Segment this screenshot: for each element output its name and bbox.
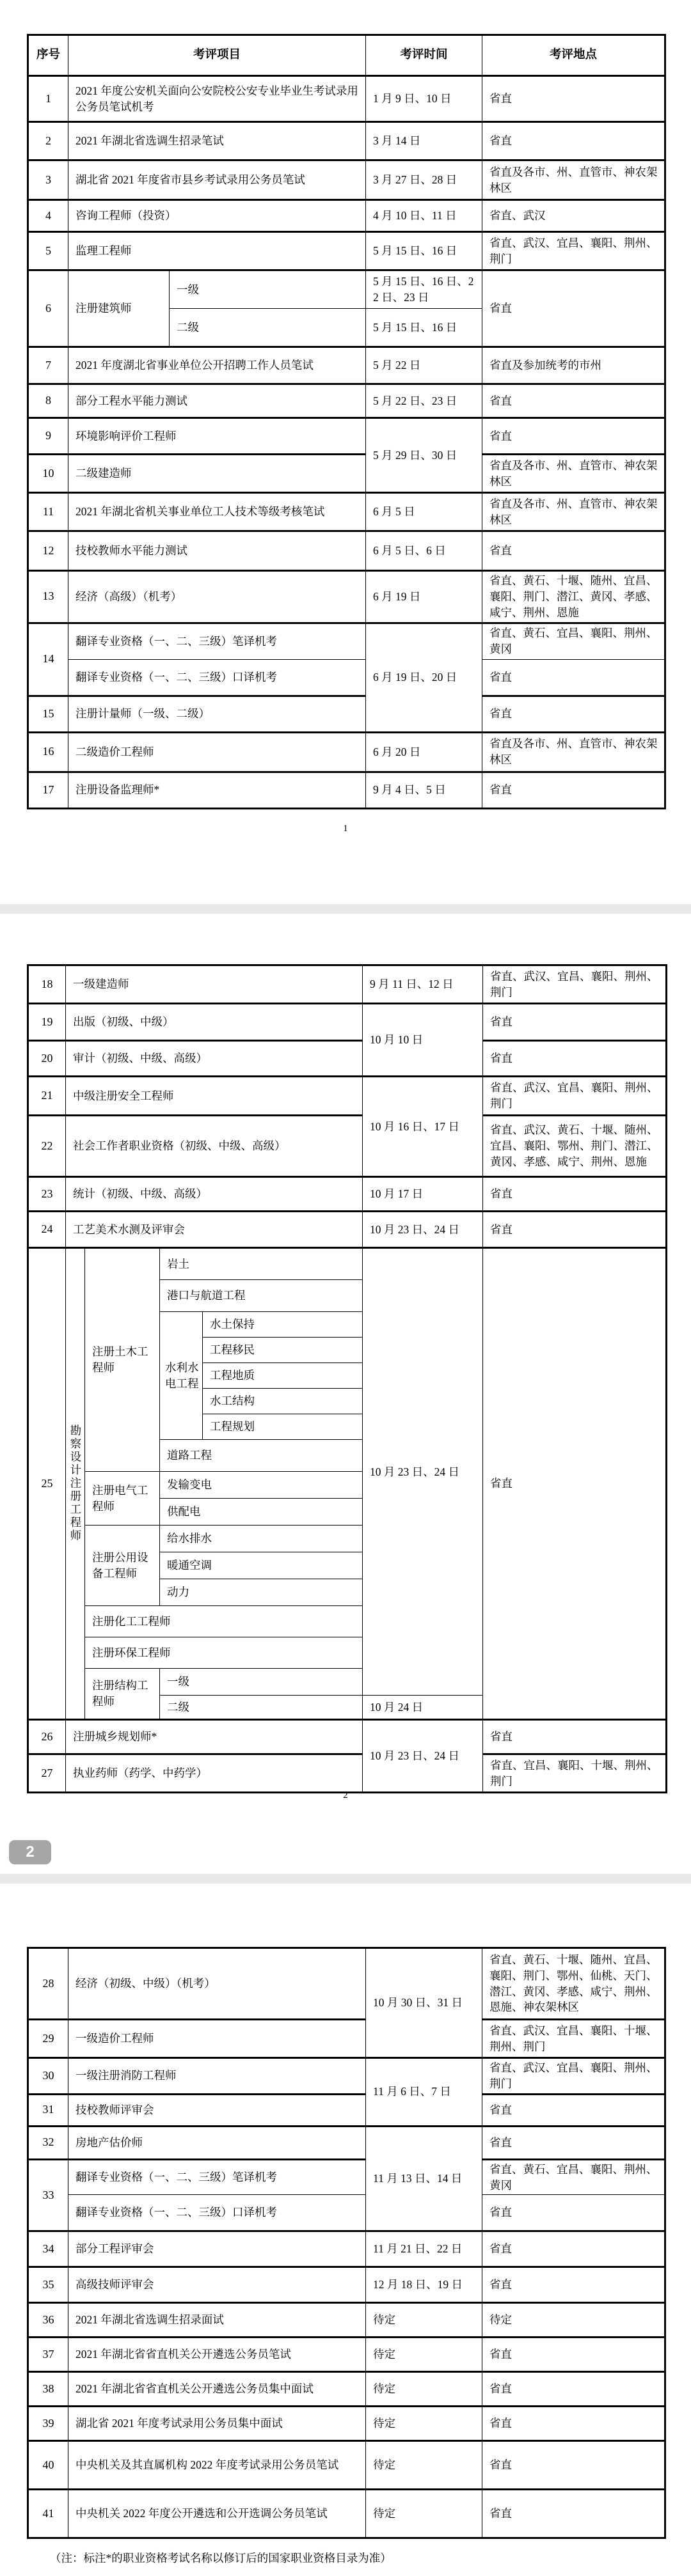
table-cell: 12 月 18 日、19 日 <box>366 2267 482 2303</box>
table-row <box>28 2490 665 2538</box>
table-row <box>28 1248 667 1280</box>
table-cell: 39 <box>28 2407 68 2441</box>
table-cell: 15 <box>28 696 68 732</box>
table-cell: 36 <box>28 2303 68 2338</box>
table-cell: 11 月 21 日、22 日 <box>366 2231 482 2267</box>
table-row <box>28 2267 665 2303</box>
table-cell: 1 <box>28 76 68 122</box>
table-row <box>28 2159 665 2195</box>
table-cell: 省直 <box>482 2407 665 2441</box>
table-cell: 13 <box>28 571 68 623</box>
table-cell: 工程规划 <box>203 1414 363 1440</box>
table-cell: 10 月 23 日、24 日 <box>363 1248 483 1696</box>
table-row <box>28 1177 667 1212</box>
table-cell: 11 <box>28 493 68 531</box>
table-cell: 37 <box>28 2338 68 2372</box>
table-cell: 注册电气工程师 <box>85 1472 160 1526</box>
page-number-2: 2 <box>343 1790 348 1800</box>
table-cell: 2 <box>28 122 68 160</box>
table-cell: 省直、武汉、宜昌、襄阳、荆州、荆门 <box>482 232 665 270</box>
table-row <box>28 384 665 418</box>
table-cell: 中央机关 2022 年度公开遴选和公开选调公务员笔试 <box>68 2490 366 2538</box>
column-header-seq: 序号 <box>28 35 68 76</box>
table-cell: 省直及各市、州、直管市、神农架林区 <box>482 455 665 493</box>
table-cell: 3 月 14 日 <box>366 122 482 160</box>
table-cell: 省直 <box>483 1004 667 1041</box>
table-cell: 暖通空调 <box>160 1552 363 1579</box>
table-cell: 待定 <box>366 2372 482 2407</box>
table-cell: 翻译专业资格（一、二、三级）笔译机考 <box>68 623 366 659</box>
table-row <box>28 1720 667 1754</box>
table-cell: 环境影响评价工程师 <box>68 418 366 455</box>
table-cell: 水工结构 <box>203 1389 363 1414</box>
table-cell: 2021 年湖北省省直机关公开遴选公务员笔试 <box>68 2338 366 2372</box>
table-row <box>28 418 665 455</box>
table-cell: 二级造价工程师 <box>68 732 366 772</box>
table-cell: 待定 <box>366 2407 482 2441</box>
table-cell: 省直 <box>482 270 665 347</box>
table-cell: 24 <box>28 1212 66 1248</box>
table-cell: 二级建造师 <box>68 455 366 493</box>
table-cell: 10 月 23 日、24 日 <box>363 1720 483 1793</box>
table-cell: 省直 <box>482 76 665 122</box>
table-cell: 道路工程 <box>160 1440 363 1472</box>
table-row <box>28 732 665 772</box>
table-cell: 1 月 9 日、10 日 <box>366 76 482 122</box>
table-cell: 38 <box>28 2372 68 2407</box>
table-cell: 港口与航道工程 <box>160 1280 363 1312</box>
table-cell: 待定 <box>366 2441 482 2490</box>
table-cell: 12 <box>28 531 68 571</box>
table-cell: 省直 <box>482 384 665 418</box>
table-cell: 2021 年湖北省选调生招录笔试 <box>68 122 366 160</box>
table-cell: 3 <box>28 160 68 200</box>
table-cell: 监理工程师 <box>68 232 366 270</box>
table-cell: 待定 <box>366 2338 482 2372</box>
table-cell: 省直 <box>482 531 665 571</box>
table-cell: 22 <box>28 1116 66 1177</box>
table-row <box>28 455 665 493</box>
table-cell: 注册设备监理师* <box>68 772 366 808</box>
table-cell: 25 <box>28 1248 66 1720</box>
table-row <box>28 2058 665 2095</box>
table-cell: 10 月 23 日、24 日 <box>363 1212 483 1248</box>
table-cell: 省直及各市、州、直管市、神农架林区 <box>482 732 665 772</box>
table-cell: 4 月 10 日、11 日 <box>366 200 482 232</box>
table-cell: 省直 <box>482 2267 665 2303</box>
table-cell: 省直 <box>482 418 665 455</box>
table-cell: 省直及各市、州、直管市、神农架林区 <box>482 493 665 531</box>
table-cell: 省直 <box>483 1041 667 1077</box>
table-cell: 省直 <box>482 2195 665 2231</box>
table-cell: 5 月 15 日、16 日 <box>366 309 482 347</box>
table-row <box>28 1754 667 1793</box>
table-cell: 部分工程评审会 <box>68 2231 366 2267</box>
table-cell: 省直、武汉、宜昌、襄阳、荆州、荆门 <box>483 965 667 1004</box>
table-cell: 待定 <box>366 2490 482 2538</box>
table-cell: 10 月 16 日、17 日 <box>363 1077 483 1177</box>
table-cell: 部分工程水平能力测试 <box>68 384 366 418</box>
table-cell: 省直及各市、州、直管市、神农架林区 <box>482 160 665 200</box>
table-row <box>28 659 665 696</box>
table-cell: 6 月 19 日、20 日 <box>366 623 482 732</box>
table-cell: 3 月 27 日、28 日 <box>366 160 482 200</box>
table-cell: 省直、黄石、十堰、随州、宜昌、襄阳、荆门、鄂州、仙桃、天门、潜江、黄冈、孝感、咸宁、荆州、恩施、神农架林区 <box>482 1948 665 2020</box>
table-row <box>28 696 665 732</box>
table-cell: 6 <box>28 270 68 347</box>
column-header-time: 考评时间 <box>366 35 482 76</box>
table-cell: 8 <box>28 384 68 418</box>
table-cell: 16 <box>28 732 68 772</box>
table-cell: 水土保持 <box>203 1312 363 1338</box>
table-row <box>28 2338 665 2372</box>
table-cell: 2021 年湖北省选调生招录面试 <box>68 2303 366 2338</box>
table-row <box>28 2020 665 2058</box>
table-row <box>28 1948 665 2020</box>
table-cell: 省直 <box>482 659 665 696</box>
table-row <box>28 35 665 76</box>
table-cell: 6 月 5 日 <box>366 493 482 531</box>
footnote: （注：标注*的职业资格考试名称以修订后的国家职业资格目录为准） <box>50 2552 392 2564</box>
table-cell: 省直 <box>482 772 665 808</box>
table-cell: 2021 年湖北省机关事业单位工人技术等级考核笔试 <box>68 493 366 531</box>
table-cell: 5 月 29 日、30 日 <box>366 418 482 493</box>
table-cell: 省直 <box>482 2126 665 2159</box>
table-cell: 省直 <box>482 2490 665 2538</box>
table-cell: 33 <box>28 2159 68 2231</box>
table-row <box>28 1116 667 1177</box>
table-cell: 省直、宜昌、襄阳、十堰、荆州、荆门 <box>483 1754 667 1793</box>
exam-schedule-table-page-2 <box>27 964 667 1793</box>
table-cell: 9 <box>28 418 68 455</box>
table-cell: 注册建筑师 <box>68 270 170 347</box>
table-cell: 翻译专业资格（一、二、三级）笔译机考 <box>68 2159 366 2195</box>
page-separator-2 <box>0 1874 691 1884</box>
table-cell: 经济（高级）（机考） <box>68 571 366 623</box>
table-cell: 审计（初级、中级、高级） <box>66 1041 363 1077</box>
table-cell: 一级 <box>160 1669 363 1696</box>
table-cell: 一级注册消防工程师 <box>68 2058 366 2095</box>
table-cell: 35 <box>28 2267 68 2303</box>
table-cell: 31 <box>28 2094 68 2126</box>
table-cell: 发输变电 <box>160 1472 363 1499</box>
page-3 <box>27 1947 666 2539</box>
table-cell: 注册城乡规划师* <box>66 1720 363 1754</box>
table-cell: 省直 <box>483 1720 667 1754</box>
table-row <box>28 347 665 384</box>
table-cell: 11 月 13 日、14 日 <box>366 2126 482 2231</box>
table-cell: 5 月 22 日、23 日 <box>366 384 482 418</box>
table-cell: 6 月 19 日 <box>366 571 482 623</box>
table-cell: 省直、武汉、宜昌、襄阳、荆州、荆门 <box>482 2058 665 2095</box>
table-cell: 给水排水 <box>160 1526 363 1552</box>
table-cell: 28 <box>28 1948 68 2020</box>
table-cell: 社会工作者职业资格（初级、中级、高级） <box>66 1116 363 1177</box>
table-cell: 房地产估价师 <box>68 2126 366 2159</box>
table-cell: 11 月 6 日、7 日 <box>366 2058 482 2127</box>
table-cell: 注册化工工程师 <box>85 1606 363 1637</box>
table-cell: 省直 <box>482 122 665 160</box>
page-number-1: 1 <box>343 824 348 834</box>
table-cell: 中级注册安全工程师 <box>66 1077 363 1116</box>
table-cell: 二级 <box>160 1696 363 1720</box>
table-row <box>28 2372 665 2407</box>
table-cell: 动力 <box>160 1579 363 1606</box>
table-row <box>28 232 665 270</box>
table-row <box>28 2195 665 2231</box>
table-cell: 湖北省 2021 年度考试录用公务员集中面试 <box>68 2407 366 2441</box>
table-cell: 翻译专业资格（一、二、三级）口译机考 <box>68 2195 366 2231</box>
table-cell: 省直、黄石、宜昌、襄阳、荆州、黄冈 <box>482 2159 665 2195</box>
table-cell: 省直 <box>482 2441 665 2490</box>
table-cell: 岩土 <box>160 1248 363 1280</box>
table-cell: 省直、武汉 <box>482 200 665 232</box>
table-row <box>28 76 665 122</box>
table-cell: 17 <box>28 772 68 808</box>
table-cell: 注册结构工程师 <box>85 1669 160 1720</box>
table-cell: 咨询工程师（投资） <box>68 200 366 232</box>
table-cell: 工程地质 <box>203 1363 363 1389</box>
table-cell: 湖北省 2021 年度省市县乡考试录用公务员笔试 <box>68 160 366 200</box>
table-cell: 注册公用设备工程师 <box>85 1526 160 1606</box>
table-cell: 5 月 22 日 <box>366 347 482 384</box>
table-cell: 省直 <box>483 1248 667 1720</box>
table-cell: 工艺美术水测及评审会 <box>66 1212 363 1248</box>
exam-schedule-table-page-1 <box>27 34 666 809</box>
table-row <box>28 571 665 623</box>
table-cell: 2021 年湖北省省直机关公开遴选公务员集中面试 <box>68 2372 366 2407</box>
table-row <box>28 1041 667 1077</box>
table-cell: 10 月 10 日 <box>363 1004 483 1077</box>
table-cell: 10 月 17 日 <box>363 1177 483 1212</box>
table-cell: 水利水电工程 <box>160 1312 203 1440</box>
table-cell: 出版（初级、中级） <box>66 1004 363 1041</box>
table-cell: 19 <box>28 1004 66 1041</box>
table-cell: 技校教师水平能力测试 <box>68 531 366 571</box>
page-separator-1 <box>0 904 691 914</box>
table-row <box>28 772 665 808</box>
page-indicator-badge: 2 <box>9 1840 51 1864</box>
table-row <box>28 270 665 309</box>
table-cell: 省直 <box>482 2372 665 2407</box>
table-cell: 18 <box>28 965 66 1004</box>
table-cell: 工程移民 <box>203 1338 363 1363</box>
table-cell: 勘察设计注册工程师 <box>66 1248 85 1720</box>
table-row <box>28 493 665 531</box>
table-cell: 5 <box>28 232 68 270</box>
table-cell: 6 月 5 日、6 日 <box>366 531 482 571</box>
table-cell: 翻译专业资格（一、二、三级）口译机考 <box>68 659 366 696</box>
table-cell: 5 月 15 日、16 日 <box>366 232 482 270</box>
table-cell: 省直、黄石、十堰、随州、宜昌、襄阳、荆门、潜江、黄冈、孝感、咸宁、荆州、恩施 <box>482 571 665 623</box>
table-row <box>28 1004 667 1041</box>
table-row <box>28 2094 665 2126</box>
table-cell: 省直 <box>483 1212 667 1248</box>
table-cell: 待定 <box>366 2303 482 2338</box>
table-cell: 省直 <box>482 696 665 732</box>
table-cell: 23 <box>28 1177 66 1212</box>
table-cell: 省直、武汉、宜昌、襄阳、荆州、荆门 <box>483 1077 667 1116</box>
table-cell: 待定 <box>482 2303 665 2338</box>
table-row <box>28 2303 665 2338</box>
table-cell: 34 <box>28 2231 68 2267</box>
table-cell: 2021 年度公安机关面向公安院校公安专业毕业生考试录用公务员笔试机考 <box>68 76 366 122</box>
table-cell: 省直 <box>483 1177 667 1212</box>
table-cell: 27 <box>28 1754 66 1793</box>
table-row <box>28 965 667 1004</box>
table-cell: 21 <box>28 1077 66 1116</box>
table-row <box>28 2126 665 2159</box>
table-cell: 9 月 4 日、5 日 <box>366 772 482 808</box>
table-row <box>28 623 665 659</box>
table-row <box>28 1212 667 1248</box>
table-cell: 省直、黄石、宜昌、襄阳、荆州、黄冈 <box>482 623 665 659</box>
table-cell: 20 <box>28 1041 66 1077</box>
table-cell: 6 月 20 日 <box>366 732 482 772</box>
table-row <box>28 1077 667 1116</box>
table-cell: 省直 <box>482 2094 665 2126</box>
table-cell: 统计（初级、中级、高级） <box>66 1177 363 1212</box>
column-header-item: 考评项目 <box>68 35 366 76</box>
table-cell: 省直 <box>482 2231 665 2267</box>
table-cell: 10 月 30 日、31 日 <box>366 1948 482 2058</box>
table-cell: 10 <box>28 455 68 493</box>
table-cell: 30 <box>28 2058 68 2095</box>
table-row <box>28 200 665 232</box>
page-1 <box>27 34 666 809</box>
table-row <box>28 2231 665 2267</box>
table-cell: 32 <box>28 2126 68 2159</box>
table-cell: 省直及参加统考的市州 <box>482 347 665 384</box>
table-cell: 26 <box>28 1720 66 1754</box>
table-cell: 注册环保工程师 <box>85 1637 363 1669</box>
table-cell: 省直、武汉、宜昌、襄阳、十堰、荆州、荆门 <box>482 2020 665 2058</box>
table-cell: 供配电 <box>160 1499 363 1526</box>
table-row <box>28 122 665 160</box>
table-cell: 一级造价工程师 <box>68 2020 366 2058</box>
page-2 <box>27 964 667 1793</box>
table-cell: 9 月 11 日、12 日 <box>363 965 483 1004</box>
table-row <box>28 531 665 571</box>
table-row <box>28 2441 665 2490</box>
table-row <box>28 2407 665 2441</box>
table-cell: 技校教师评审会 <box>68 2094 366 2126</box>
table-cell: 省直 <box>482 2338 665 2372</box>
table-cell: 经济（初级、中级）（机考） <box>68 1948 366 2020</box>
table-cell: 高级技师评审会 <box>68 2267 366 2303</box>
table-cell: 执业药师（药学、中药学） <box>66 1754 363 1793</box>
exam-schedule-table-page-3 <box>27 1947 666 2539</box>
table-cell: 29 <box>28 2020 68 2058</box>
column-header-location: 考评地点 <box>482 35 665 76</box>
table-cell: 7 <box>28 347 68 384</box>
table-cell: 二级 <box>170 309 366 347</box>
table-cell: 2021 年度湖北省事业单位公开招聘工作人员笔试 <box>68 347 366 384</box>
table-cell: 省直、武汉、黄石、十堰、随州、宜昌、襄阳、鄂州、荆门、潜江、黄冈、孝感、咸宁、荆州、恩施 <box>483 1116 667 1177</box>
table-cell: 5 月 15 日、16 日、22 日、23 日 <box>366 270 482 309</box>
table-cell: 一级 <box>170 270 366 309</box>
table-cell: 一级建造师 <box>66 965 363 1004</box>
table-cell: 注册土木工程师 <box>85 1248 160 1472</box>
table-row <box>28 160 665 200</box>
table-cell: 14 <box>28 623 68 696</box>
table-cell: 10 月 24 日 <box>363 1696 483 1720</box>
table-cell: 中央机关及其直属机构 2022 年度考试录用公务员笔试 <box>68 2441 366 2490</box>
table-cell: 注册计量师（一级、二级） <box>68 696 366 732</box>
table-cell: 41 <box>28 2490 68 2538</box>
table-cell: 4 <box>28 200 68 232</box>
table-cell: 40 <box>28 2441 68 2490</box>
